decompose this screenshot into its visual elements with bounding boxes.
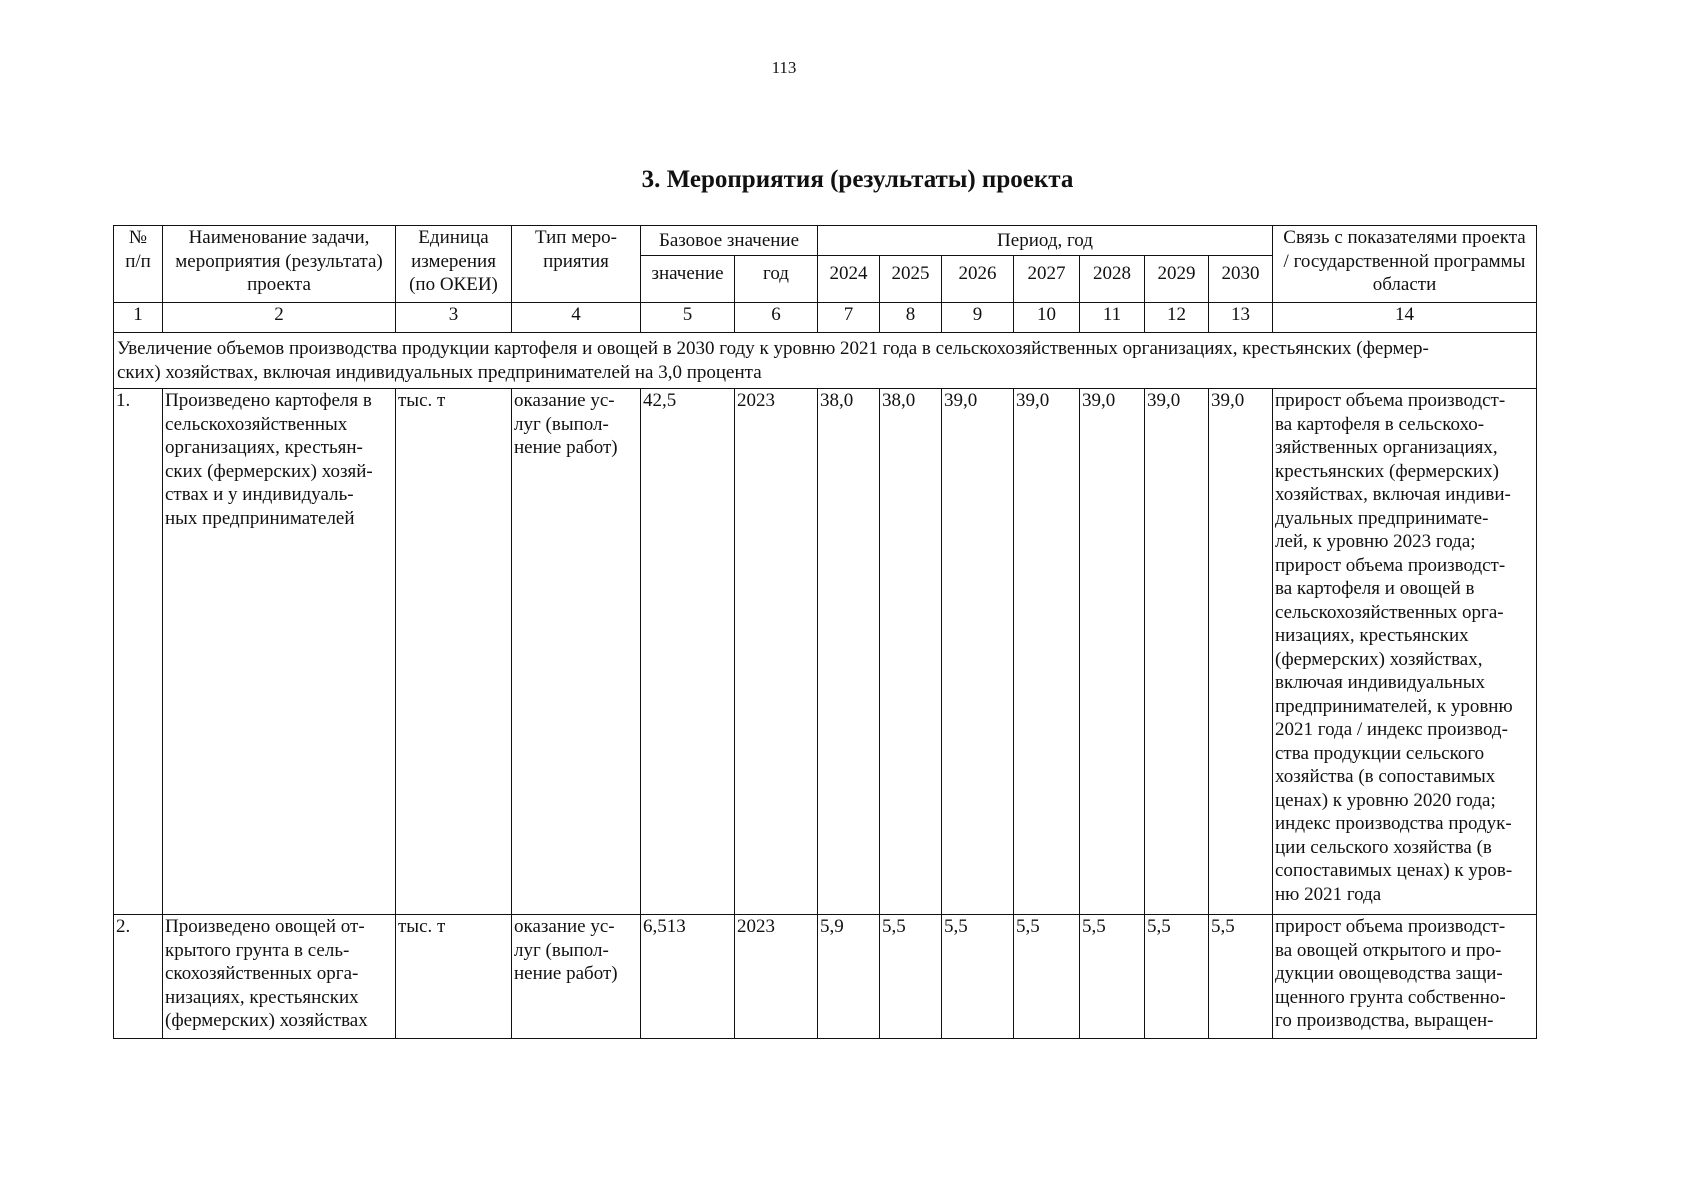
header-unit: Единица измерения (по ОКЕИ): [396, 226, 512, 303]
header-base-year: год: [735, 256, 818, 303]
header-period: Период, год: [818, 226, 1273, 256]
row-link: прирост объема производст- ва овощей открытого и про- дукции овощеводства защи- щенного грунта собственно- го производства, выращен-: [1273, 915, 1537, 1039]
header-name: Наименование задачи, мероприятия (результата) проекта: [163, 226, 396, 303]
header-base-value: значение: [641, 256, 735, 303]
row-unit: тыс. т: [396, 389, 512, 915]
row-unit: тыс. т: [396, 915, 512, 1039]
column-number: 4: [512, 303, 641, 333]
table-row: [114, 389, 1537, 915]
row-value-2030: 39,0: [1209, 389, 1273, 915]
column-number: 3: [396, 303, 512, 333]
section-title: 3. Мероприятия (результаты) проекта: [641, 166, 1074, 193]
table-row: [114, 915, 1537, 1039]
row-value-2028: 39,0: [1080, 389, 1145, 915]
row-type: оказание ус- луг (выпол- нение работ): [512, 915, 641, 1039]
column-number: 8: [880, 303, 942, 333]
row-value-2027: 5,5: [1014, 915, 1080, 1039]
column-number: 5: [641, 303, 735, 333]
row-value-2025: 38,0: [880, 389, 942, 915]
page-number: 113: [771, 58, 797, 77]
row-value-2026: 39,0: [942, 389, 1014, 915]
column-number: 12: [1145, 303, 1209, 333]
column-number: 7: [818, 303, 880, 333]
header-base: Базовое значение: [641, 226, 818, 256]
row-name: Произведено картофеля в сельскохозяйственных организациях, крестьян- ских (фермерских) хозяй- ствах и у индивидуаль- ных предпринимателей: [163, 389, 396, 915]
row-value-2026: 5,5: [942, 915, 1014, 1039]
column-number: 13: [1209, 303, 1273, 333]
row-num: 2.: [114, 915, 163, 1039]
row-value-2028: 5,5: [1080, 915, 1145, 1039]
row-value-2027: 39,0: [1014, 389, 1080, 915]
row-value-2030: 5,5: [1209, 915, 1273, 1039]
row-base-year: 2023: [735, 389, 818, 915]
column-number: 14: [1273, 303, 1537, 333]
row-base-year: 2023: [735, 915, 818, 1039]
row-value-2024: 38,0: [818, 389, 880, 915]
row-value-2029: 5,5: [1145, 915, 1209, 1039]
column-number: 6: [735, 303, 818, 333]
row-num: 1.: [114, 389, 163, 915]
column-number: 2: [163, 303, 396, 333]
row-link: прирост объема производст- ва картофеля в сельскохо- зяйственных организациях, крестьянских (фермерских) хозяйствах, включая индиви- дуальных предпринимате- лей, к уровню 2023 года; прирост объема производст- ва картофеля и овощей в сельскохозяйственных орга- низациях, крестьянских (фермерских) хозяйствах, включая индивидуальных предпринимателей, к уровню 2021 года / индекс производ- ства продукции сельского хозяйства (в сопоставимых ценах) к уровню 2020 года; индекс производства продук- ции сельского хозяйства (в сопоставимых ценах) к уров- ню 2021 года: [1273, 389, 1537, 915]
header-type: Тип меро- приятия: [512, 226, 641, 303]
header-year: 2030: [1209, 256, 1273, 303]
row-value-2024: 5,9: [818, 915, 880, 1039]
goal-row: Увеличение объемов производства продукции картофеля и овощей в 2030 году к уровню 2021 года в сельскохозяйственных организациях, крестьянских (фермер- ских) хозяйствах, включая индивидуальных предпринимателей на 3,0 процента: [114, 333, 1537, 389]
column-number: 10: [1014, 303, 1080, 333]
header-year: 2029: [1145, 256, 1209, 303]
row-base-value: 6,513: [641, 915, 735, 1039]
header-year: 2028: [1080, 256, 1145, 303]
column-number: 9: [942, 303, 1014, 333]
header-year: 2027: [1014, 256, 1080, 303]
results-table: [113, 225, 1537, 1039]
row-value-2029: 39,0: [1145, 389, 1209, 915]
column-number: 11: [1080, 303, 1145, 333]
header-year: 2025: [880, 256, 942, 303]
header-num: № п/п: [114, 226, 163, 303]
row-base-value: 42,5: [641, 389, 735, 915]
header-link: Связь с показателями проекта / государственной программы области: [1273, 226, 1537, 303]
header-year: 2024: [818, 256, 880, 303]
row-value-2025: 5,5: [880, 915, 942, 1039]
column-number: 1: [114, 303, 163, 333]
header-year: 2026: [942, 256, 1014, 303]
row-name: Произведено овощей от- крытого грунта в сель- скохозяйственных орга- низациях, крестьянских (фермерских) хозяйствах: [163, 915, 396, 1039]
row-type: оказание ус- луг (выпол- нение работ): [512, 389, 641, 915]
